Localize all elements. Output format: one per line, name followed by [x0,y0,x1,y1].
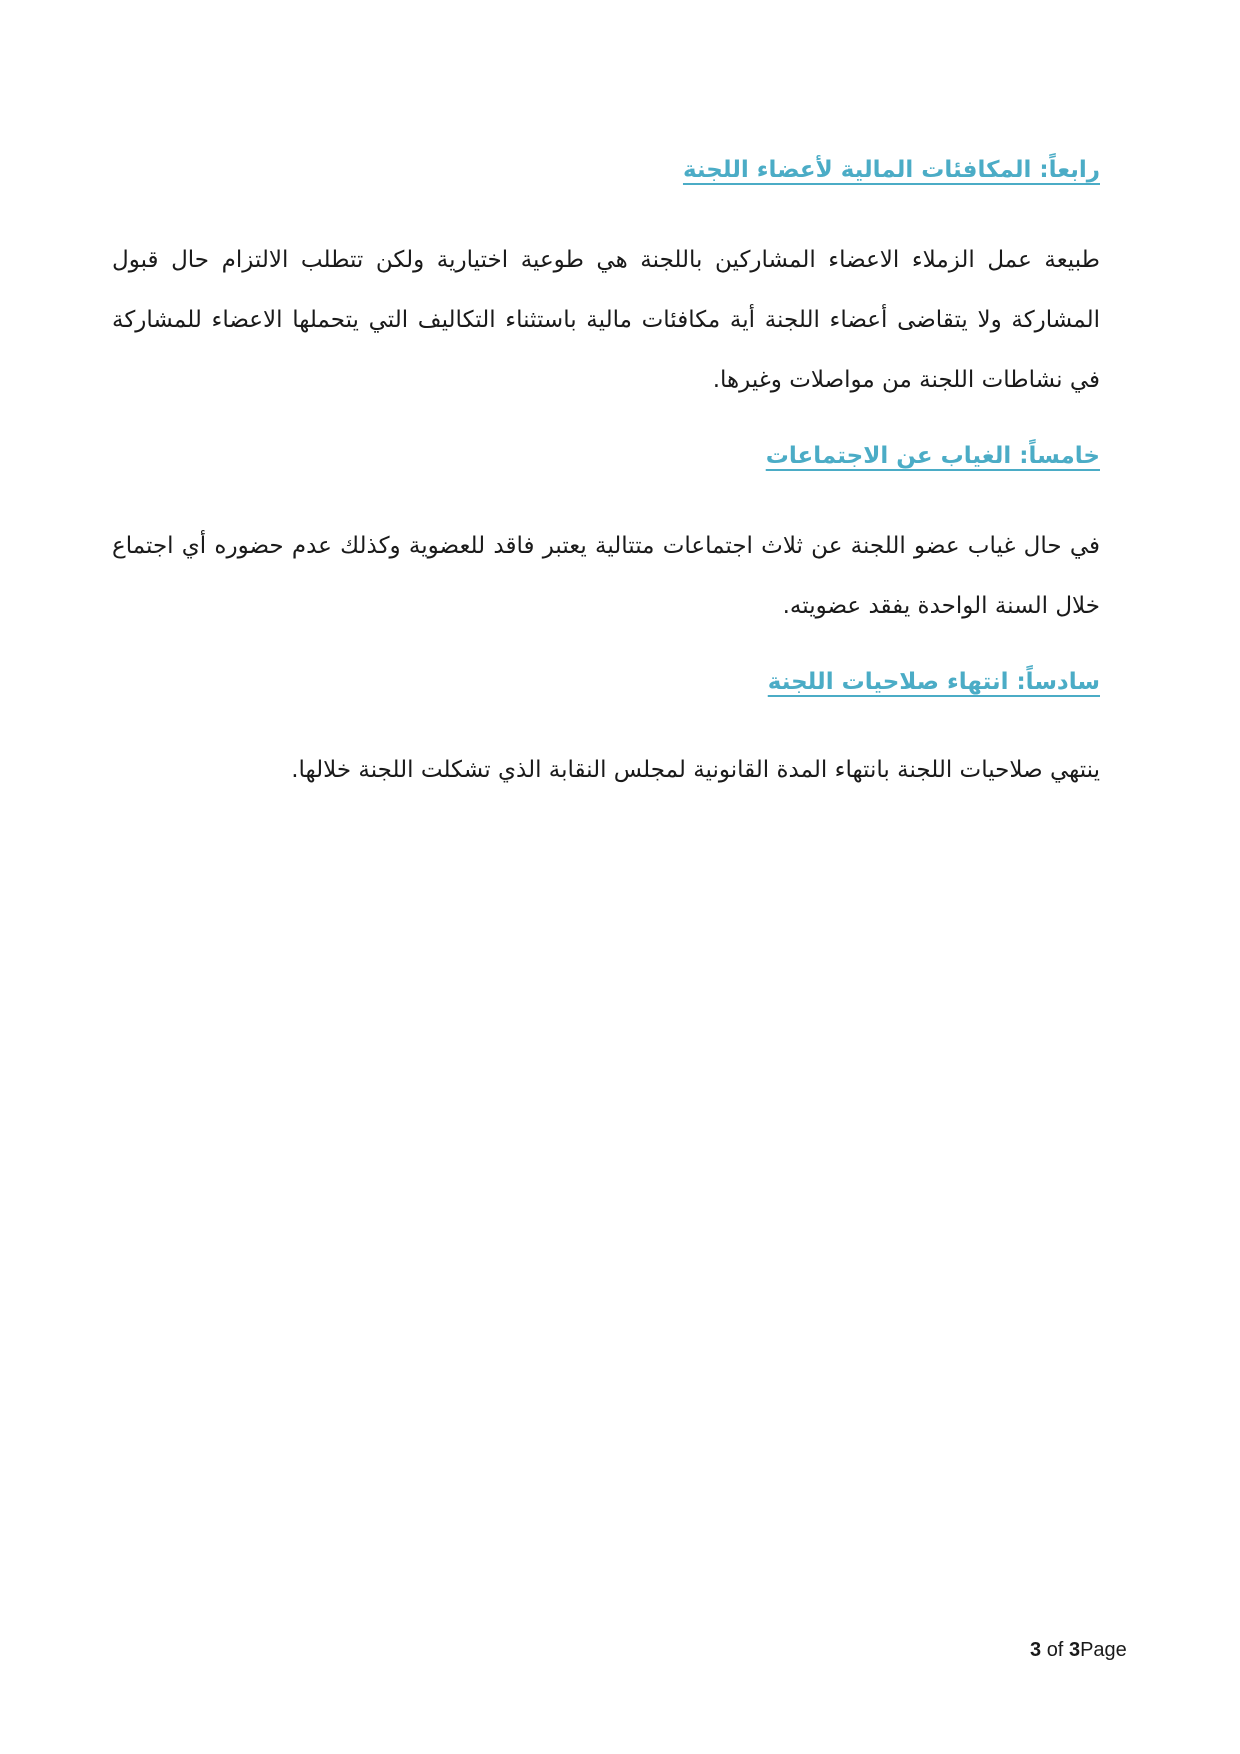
section-heading-fifth: خامساً: الغياب عن الاجتماعات [765,443,1100,469]
total-pages-number: 3 [1068,1639,1081,1661]
of-label: of [1046,1639,1064,1661]
page-content [112,150,1100,800]
section-body-fourth: طبيعة عمل الزملاء الاعضاء المشاركين باللجنة هي طوعية اختيارية ولكن تتطلب الالتزام حال قبول المشاركة ولا يتقاضى أعضاء اللجنة أية مكافئات مالية باستثناء التكاليف التي يتحملها الاعضاء للمشاركة في نشاطات اللجنة من مواصلات وغيرها. [112,247,1100,393]
section-body-fifth: في حال غياب عضو اللجنة عن ثلاث اجتماعات متتالية يعتبر فاقد للعضوية وكذلك عدم حضوره أي اجتماع خلال السنة الواحدة يفقد عضويته. [112,533,1100,619]
section-heading-sixth: سادساً: انتهاء صلاحيات اللجنة [767,669,1100,695]
section-heading-fourth: رابعاً: المكافئات المالية لأعضاء اللجنة [682,157,1100,183]
page-label: Page [1080,1639,1127,1661]
section-body-sixth: ينتهي صلاحيات اللجنة بانتهاء المدة القانونية لمجلس النقابة الذي تشكلت اللجنة خلالها. [291,757,1100,783]
current-page-number: 3 [1030,1639,1042,1661]
page-footer [1030,1639,1127,1662]
